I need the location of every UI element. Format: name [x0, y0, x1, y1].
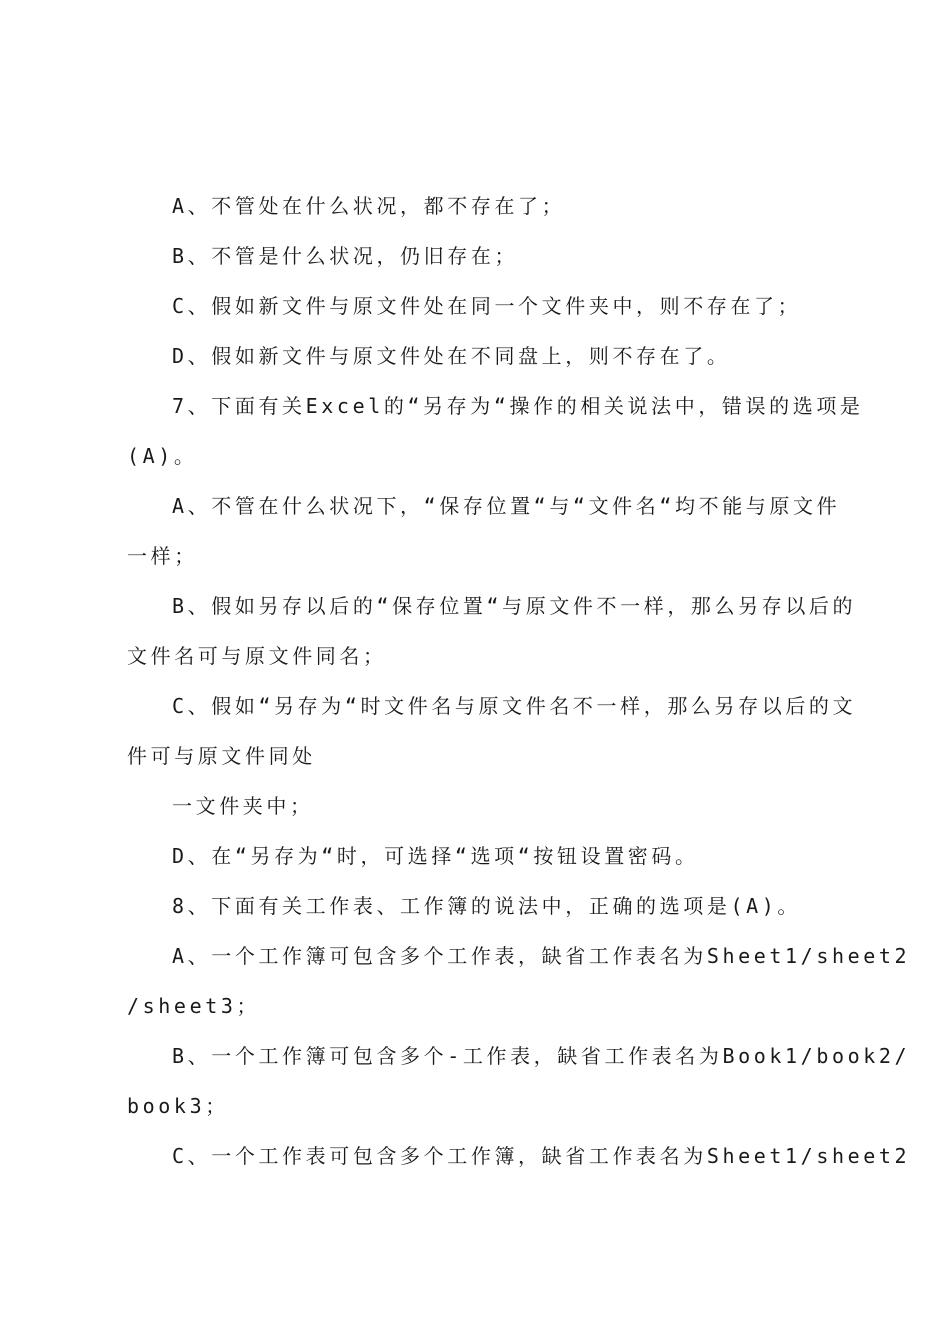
option-a-q8: A、一个工作簿可包含多个工作表，缺省工作表名为Sheet1/sheet2 [172, 944, 911, 968]
option-c-q6: C、假如新文件与原文件处在同一个文件夹中，则不存在了； [172, 294, 802, 318]
option-d-q6: D、假如新文件与原文件处在不同盘上，则不存在了。 [172, 344, 731, 368]
option-b-q8: B、一个工作簿可包含多个-工作表，缺省工作表名为Book1/book2/ [172, 1044, 911, 1068]
option-c-q7-continued-2: 一文件夹中； [172, 794, 314, 818]
question-7-answer: (A)。 [127, 444, 198, 468]
option-c-q8: C、一个工作表可包含多个工作簿，缺省工作表名为Sheet1/sheet2 [172, 1144, 911, 1168]
question-7: 7、下面有关Excel的“另存为“操作的相关说法中，错误的选项是 [172, 394, 864, 418]
option-b-q8-continued: book3； [127, 1094, 229, 1118]
option-d-q7: D、在“另存为“时，可选择“选项“按钮设置密码。 [172, 844, 699, 868]
option-a-q6: A、不管处在什么状况，都不存在了； [172, 194, 566, 218]
option-b-q7: B、假如另存以后的“保存位置“与原文件不一样，那么另存以后的 [172, 594, 857, 618]
option-c-q7: C、假如“另存为“时文件名与原文件名不一样，那么另存以后的文 [172, 694, 857, 718]
option-a-q8-continued: /sheet3； [127, 994, 261, 1018]
option-b-q6: B、不管是什么状况，仍旧存在； [172, 244, 519, 268]
option-c-q7-continued: 件可与原文件同处 [127, 744, 316, 768]
option-a-q7-continued: 一样； [127, 544, 198, 568]
question-8: 8、下面有关工作表、工作簿的说法中，正确的选项是(A)。 [172, 894, 801, 918]
option-b-q7-continued: 文件名可与原文件同名； [127, 644, 387, 668]
option-a-q7: A、不管在什么状况下，“保存位置“与“文件名“均不能与原文件 [172, 494, 841, 518]
